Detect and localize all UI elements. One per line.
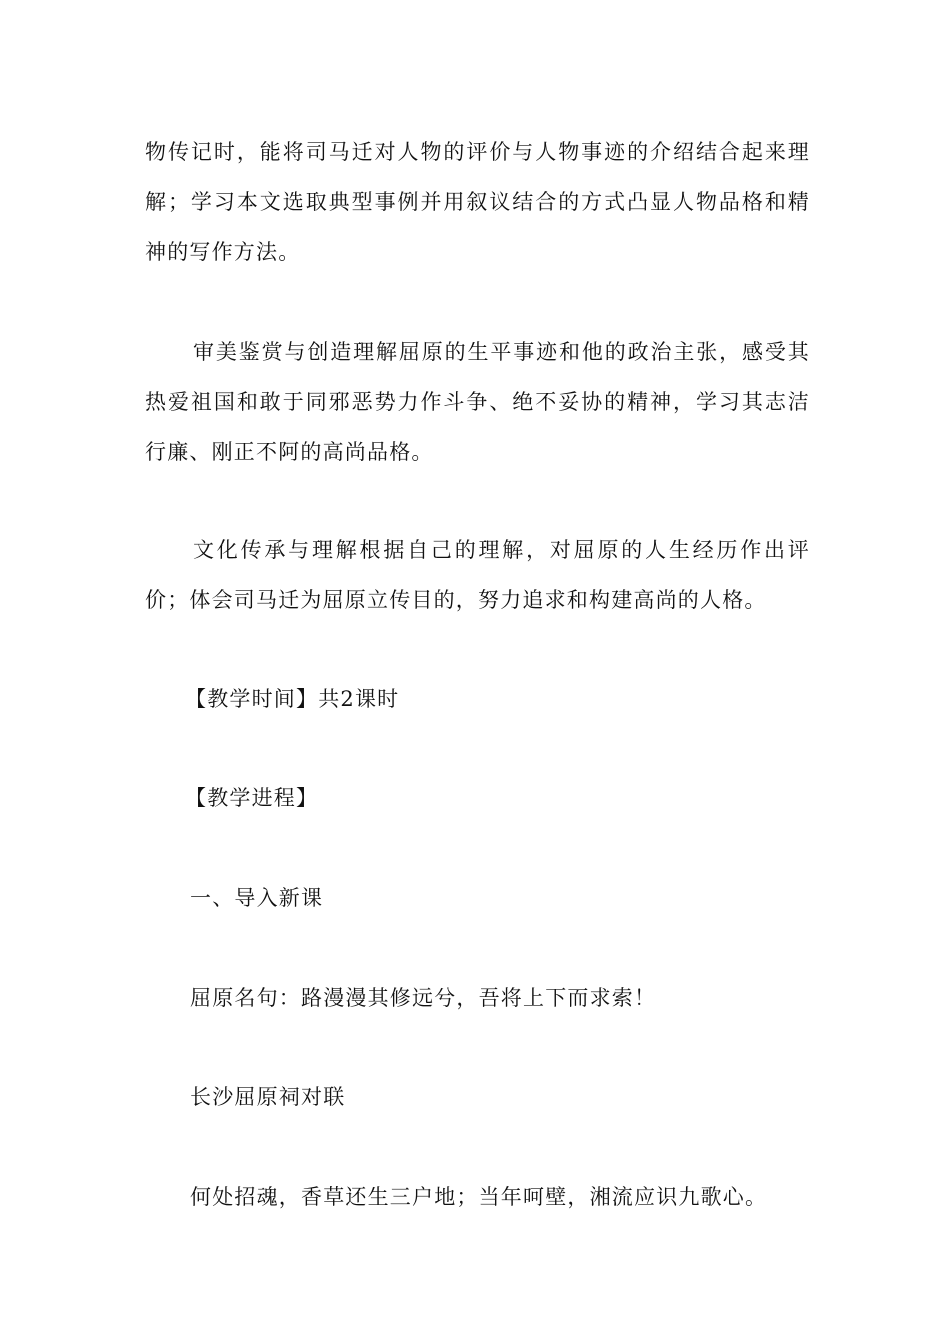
teaching-process-heading: 【教学进程】 <box>185 786 319 810</box>
quote-line: 屈原名句：路漫漫其修远兮，吾将上下而求索！ <box>190 986 657 1010</box>
teaching-time-heading: 【教学时间】共2课时 <box>185 687 400 711</box>
couplet-text: 何处招魂，香草还生三户地；当年呵壁，湘流应识九歌心。 <box>190 1185 768 1209</box>
couplet-title: 长沙屈原祠对联 <box>190 1085 346 1109</box>
paragraph-aesthetic-appreciation: 审美鉴赏与创造理解屈原的生平事迹和他的政治主张，感受其热爱祖国和敢于同邪恶势力作斗争、绝不妥协的精神，学习其志洁行廉、刚正不阿的高尚品格。 <box>145 340 810 464</box>
paragraph-writing-method: 物传记时，能将司马迁对人物的评价与人物事迹的介绍结合起来理解；学习本文选取典型事例并用叙议结合的方式凸显人物品格和精神的写作方法。 <box>145 140 810 264</box>
paragraph-cultural-inheritance: 文化传承与理解根据自己的理解，对屈原的人生经历作出评价；体会司马迁为屈原立传目的，努力追求和构建高尚的人格。 <box>145 538 810 612</box>
section-heading-introduction: 一、导入新课 <box>190 886 324 910</box>
